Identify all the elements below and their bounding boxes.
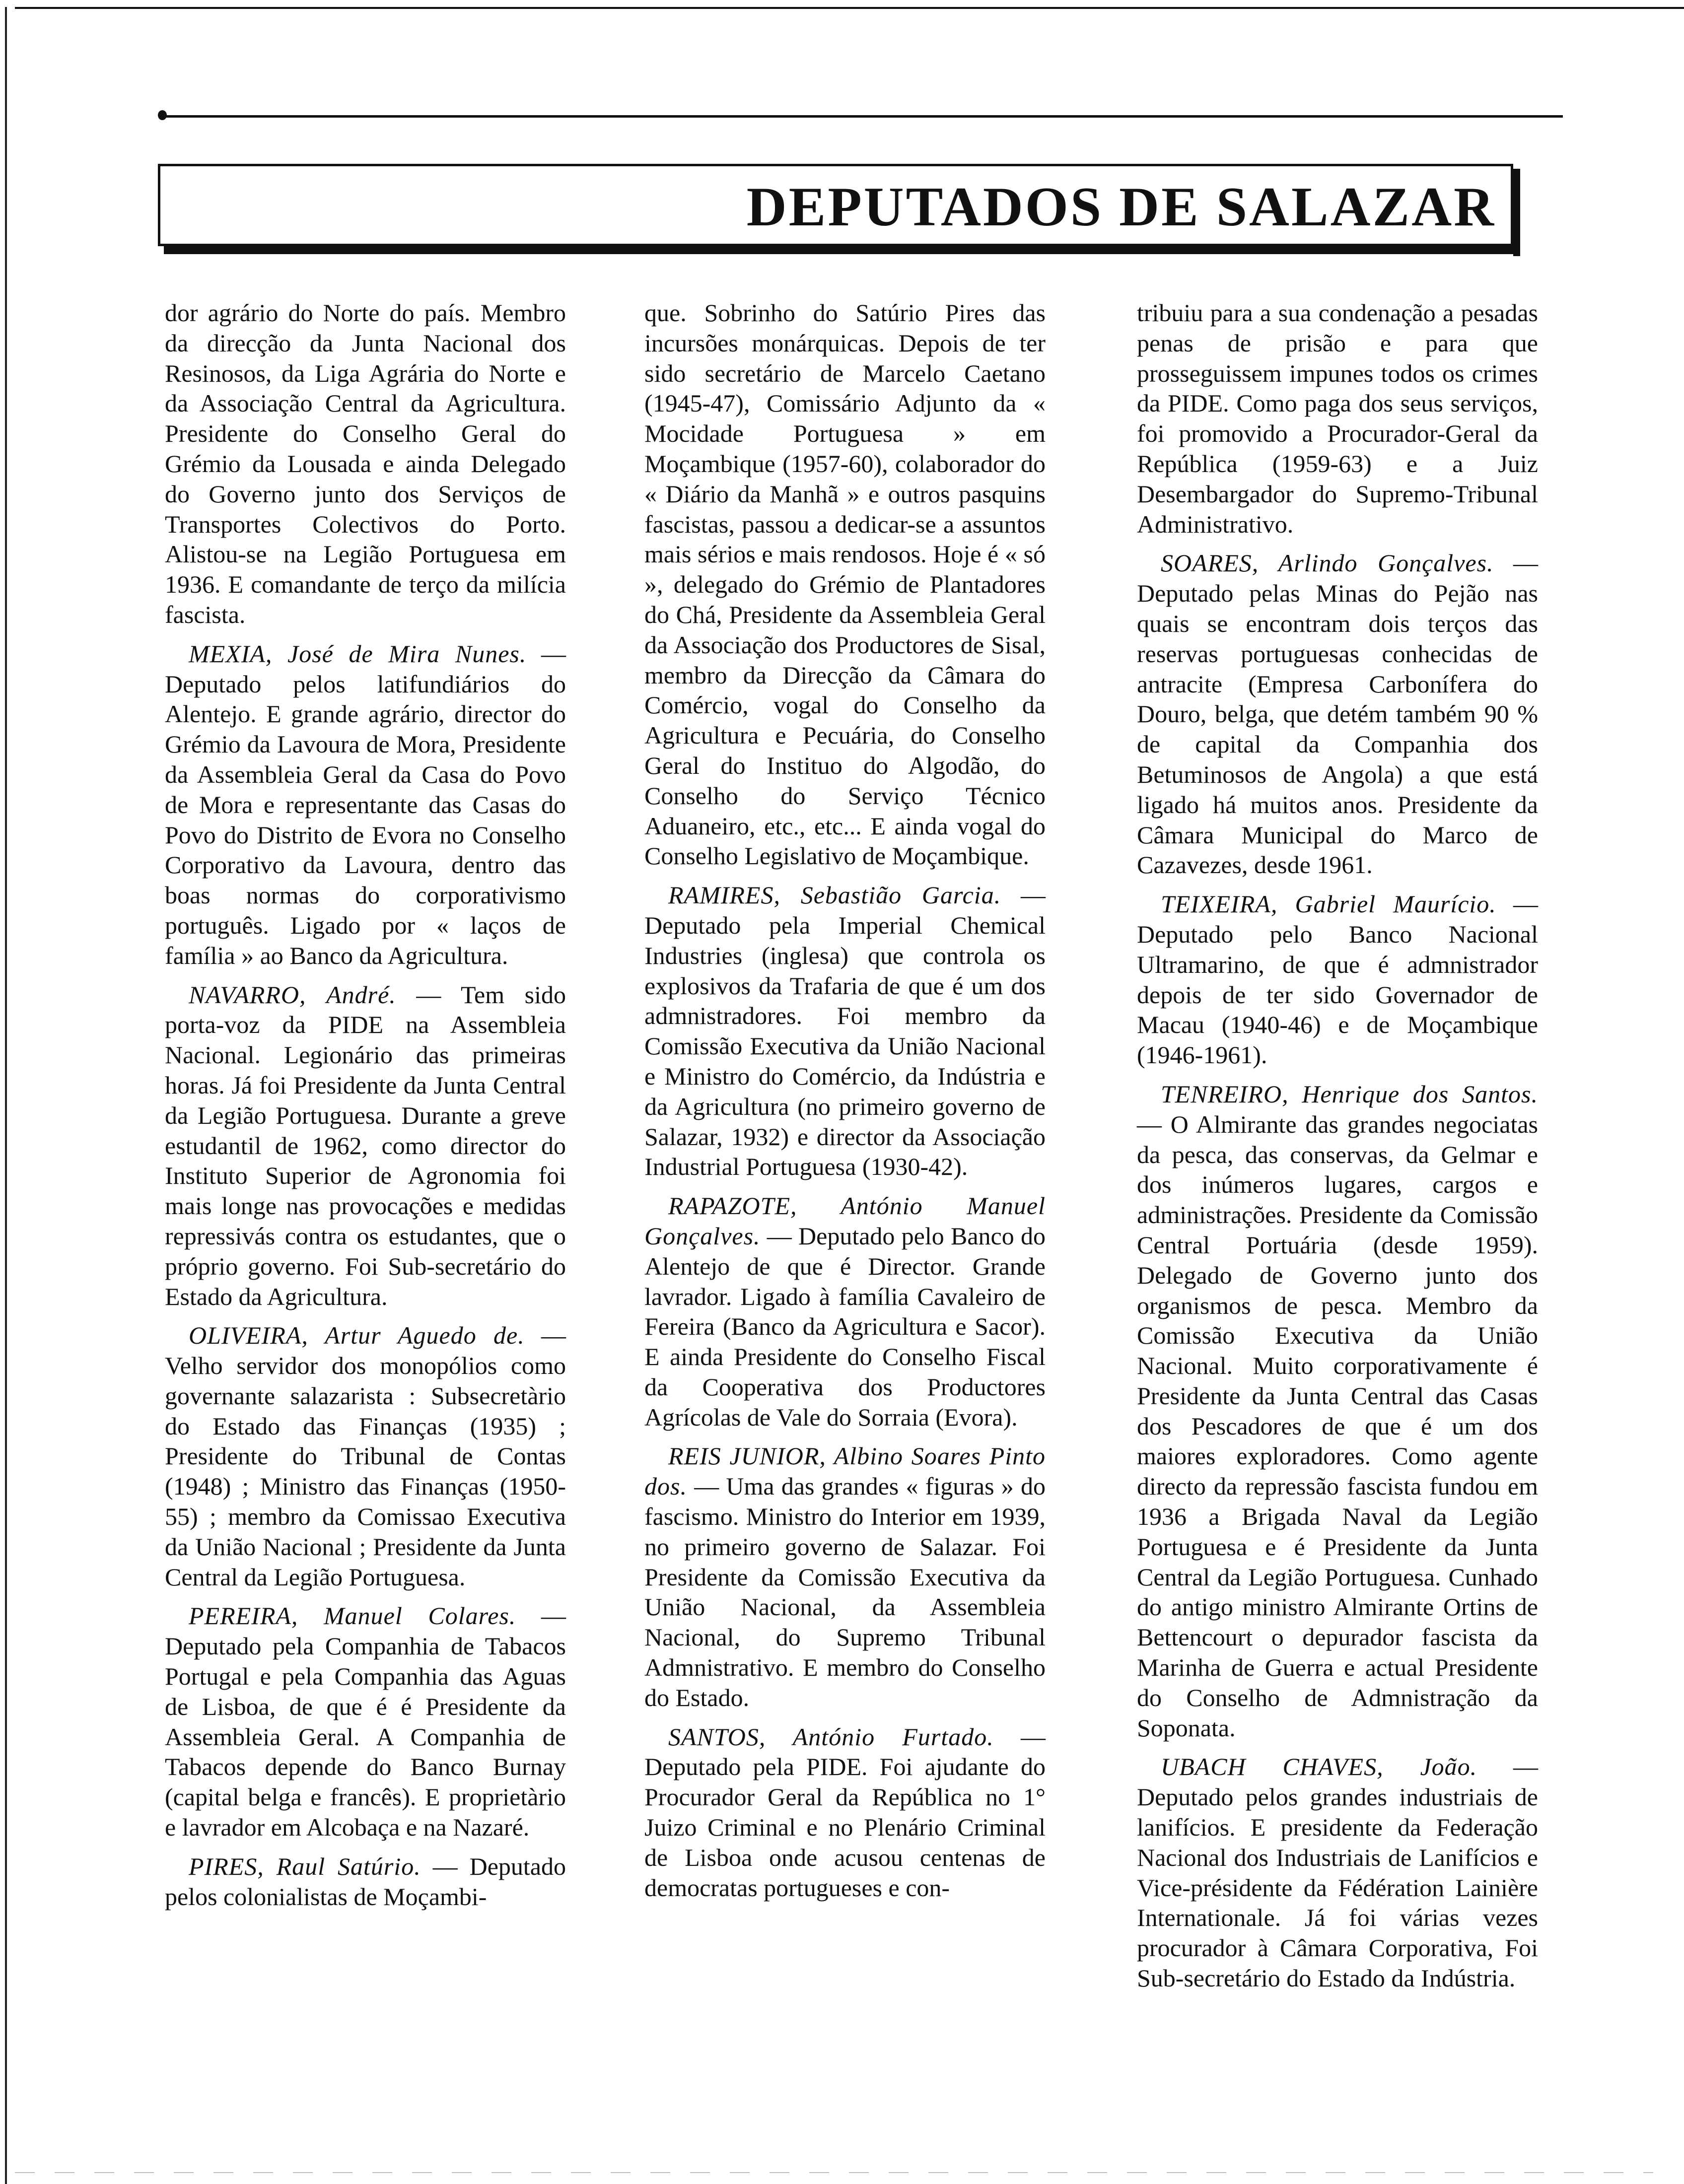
entry-ubach-chaves — [1137, 1752, 1538, 1993]
entry-text: — Velho servidor dos monopólios como governante salazarista : Subsecretàrio do Estado das Finanças (1935) ; Presidente do Tribunal de Contas (1948) ; Ministro das Finanças (1950-55) ; membro da Comissao Executiva da União Nacional ; Presidente da Junta Central da Legião Portuguesa. — [165, 1321, 566, 1591]
entry-text: — Deputado pela Imperial Chemical Industries (inglesa) que controla os explosivos da Trafaria de que é um dos admnistradores. Foi membro da Comissão Executiva da União Nacional e Ministro do Comércio, da Indústria e da Agricultura (no primeiro governo de Salazar, 1932) e director da Associação Industrial Portuguesa (1930-42). — [644, 881, 1046, 1181]
entry-name: TENREIRO, Henrique dos Santos. — [1161, 1080, 1538, 1108]
top-rule — [164, 115, 1563, 118]
entry-name: OLIVEIRA, Artur Aguedo de. — [189, 1321, 525, 1350]
entry-santos — [644, 1722, 1046, 1903]
entry-continuation — [644, 298, 1046, 871]
entry-name: UBACH CHAVES, João. — [1161, 1753, 1477, 1781]
entry-name: REIS JUNIOR, Albino Soares Pinto dos. — [644, 1442, 1046, 1501]
entry-name: NAVARRO, André. — [189, 980, 396, 1009]
entry-text: — Deputado pelos latifundiários do Alentejo. E grande agrário, director do Grémio da Lavoura de Mora, Presidente da Assembleia Geral da Casa do Povo de Mora e representante das Casas do Povo do Distrito de Evora no Conselho Corporativo da Lavoura, dentro das boas normas do corporativismo português. Ligado por « laços de família » ao Banco da Agricultura. — [165, 639, 566, 969]
page-title: DEPUTADOS DE SALAZAR — [746, 176, 1496, 238]
entry-pereira — [165, 1601, 566, 1842]
entry-name: PIRES, Raul Satúrio. — [189, 1852, 421, 1880]
entry-text: tribuiu para a sua condenação a pesadas penas de prisão e para que prosseguissem impunes todos os crimes da PIDE. Como paga dos seus serviços, foi promovido a Procurador-Geral da República (1959-63) e a Juiz Desembargador do Supremo-Tribunal Administrativo. — [1137, 299, 1538, 538]
entry-ramires — [644, 880, 1046, 1182]
header-box-shadow-bottom — [164, 246, 1520, 254]
entry-text: que. Sobrinho do Satúrio Pires das incursões monárquicas. Depois de ter sido secretário de Marcelo Caetano (1945-47), Comissário Adjunto da « Mocidade Portuguesa » em Moçambique (1957-60), colaborador do « Diário da Manhã » e outros pasquins fascistas, passou a dedicar-se a assuntos mais sérios e mais rendosos. Hoje é « só », delegado do Grémio de Plantadores do Chá, Presidente da Assembleia Geral da Associação dos Productores de Sisal, membro da Direcção da Câmara do Comércio, vogal do Conselho da Agricultura e Pecuária, do Conselho Geral do Instituo do Algodão, do Conselho do Serviço Técnico Aduaneiro, etc., etc... E ainda vogal do Conselho Legislativo de Moçambique. — [644, 299, 1046, 870]
header-box-shadow-right — [1513, 169, 1520, 256]
entry-rapazote — [644, 1191, 1046, 1432]
header-box — [158, 164, 1513, 246]
entry-text: — Deputado pelo Banco do Alentejo de que é Director. Grande lavrador. Ligado à família Cavaleiro de Fereira (Banco da Agricultura e Sacor). E ainda Presidente do Conselho Fiscal da Cooperativa dos Productores Agrícolas de Vale do Sorraia (Evora). — [644, 1222, 1046, 1431]
text-column-3 — [1137, 298, 1538, 1993]
entry-text: — Tem sido porta-voz da PIDE na Assembleia Nacional. Legionário das primeiras horas. Já foi Presidente da Junta Central da Legião Portuguesa. Durante a greve estudantil de 1962, como director do Instituto Superior de Agronomia foi mais longe nas provocações e medidas repressivás contra os estudantes, que o próprio governo. Foi Sub-secretário do Estado da Agricultura. — [165, 980, 566, 1310]
entry-text: — Deputado pelos grandes industriais de lanifícios. E presidente da Federação Nacional dos Industriais de Lanifícios e Vice-présidente da Fédération Lainière Internationale. Já foi várias vezes procurador à Câmara Corporativa, Foi Sub-secretário do Estado da Indústria. — [1137, 1753, 1539, 1992]
entry-text: dor agrário do Norte do país. Membro da direcção da Junta Nacional dos Resinosos, da Liga Agrária do Norte e da Associação Central da Agricultura. Presidente do Conselho Geral do Grémio da Lousada e ainda Delegado do Governo junto dos Serviços de Transportes Colectivos do Porto. Alistou-se na Legião Portuguesa em 1936. E comandante de terço da milícia fascista. — [165, 299, 566, 628]
entry-text: — Uma das grandes « figuras » do fascismo. Ministro do Interior em 1939, no primeiro governo de Salazar. Foi Presidente da Comissão Executiva da União Nacional, da Assembleia Nacional, do Supremo Tribunal Admnistrativo. E membro do Conselho do Estado. — [644, 1472, 1046, 1711]
entry-text: — Deputado pelas Minas do Pejão nas quais se encontram dois terços das reservas portuguesas conhecidas de antracite (Empresa Carbonífera do Douro, belga, que detém também 90 % de capital da Companhia dos Betuminosos de Angola) a que está ligado há muitos anos. Presidente da Câmara Municipal do Marco de Cazavezes, desde 1961. — [1137, 549, 1538, 879]
entry-text: — Deputado pela Companhia de Tabacos Portugal e pela Companhia das Aguas de Lisboa, de que é é Presidente da Assembleia Geral. A Companhia de Tabacos depende do Banco Burnay (capital belga e francês). E proprietàrio e lavrador em Alcobaça e na Nazaré. — [165, 1602, 566, 1842]
entry-text: — Deputado pela PIDE. Foi ajudante do Procurador Geral da República no 1° Juizo Criminal e no Plenário Criminal de Lisboa onde acusou centenas de democratas portugueses e con- — [644, 1722, 1046, 1902]
entry-text: — Deputado pelo Banco Nacional Ultramarino, de que é admnistrador depois de ter sido Governador de Macau (1940-46) e de Moçambique (1946-1961). — [1137, 890, 1538, 1069]
entry-name: SANTOS, António Furtado. — [668, 1722, 994, 1751]
page-border-top — [15, 7, 1684, 9]
entry-oliveira — [165, 1320, 566, 1592]
entry-tenreiro — [1137, 1079, 1538, 1743]
entry-name: RAMIRES, Sebastião Garcia. — [668, 881, 1001, 909]
entry-name: SOARES, Arlindo Gonçalves. — [1161, 549, 1494, 577]
bottom-scan-edge — [15, 2172, 1653, 2173]
page-border-left — [5, 7, 7, 2184]
entry-name: TEIXEIRA, Gabriel Maurício. — [1161, 890, 1496, 918]
entry-teixeira — [1137, 889, 1538, 1070]
entry-mexia — [165, 639, 566, 971]
entry-navarro — [165, 980, 566, 1312]
entry-name: PEREIRA, Manuel Colares. — [189, 1602, 516, 1630]
entry-soares — [1137, 548, 1538, 880]
entry-text: — Deputado pelos colonialistas de Moçambi- — [165, 1852, 566, 1911]
entry-name: MEXIA, José de Mira Nunes. — [189, 639, 527, 668]
entry-continuation — [1137, 298, 1538, 539]
text-column-2 — [644, 298, 1046, 1903]
entry-continuation — [165, 298, 566, 630]
entry-pires — [165, 1851, 566, 1912]
text-column-1 — [165, 298, 566, 1911]
entry-text: — O Almirante das grandes negociatas da pesca, das conservas, da Gelmar e dos inúmeros lugares, cargos e administrações. Presidente da Comissão Central Portuária (desde 1959). Delegado de Governo junto dos organismos de pesca. Membro da Comissão Executiva da União Nacional. Muito corporativamente é Presidente da Junta Central das Casas dos Pescadores de que é um dos maiores exploradores. Como agente directo da repressão fascista fundou em 1936 a Brigada Naval da Legião Portuguesa e é Presidente da Junta Central da Legião Portuguesa. Cunhado do antigo ministro Almirante Ortins de Bettencourt o depurador fascista da Marinha de Guerra e actual Presidente do Conselho de Admnistração da Soponata. — [1137, 1110, 1538, 1742]
entry-name: RAPAZOTE, António Manuel Gonçalves. — [644, 1192, 1046, 1250]
entry-reis-junior — [644, 1441, 1046, 1712]
